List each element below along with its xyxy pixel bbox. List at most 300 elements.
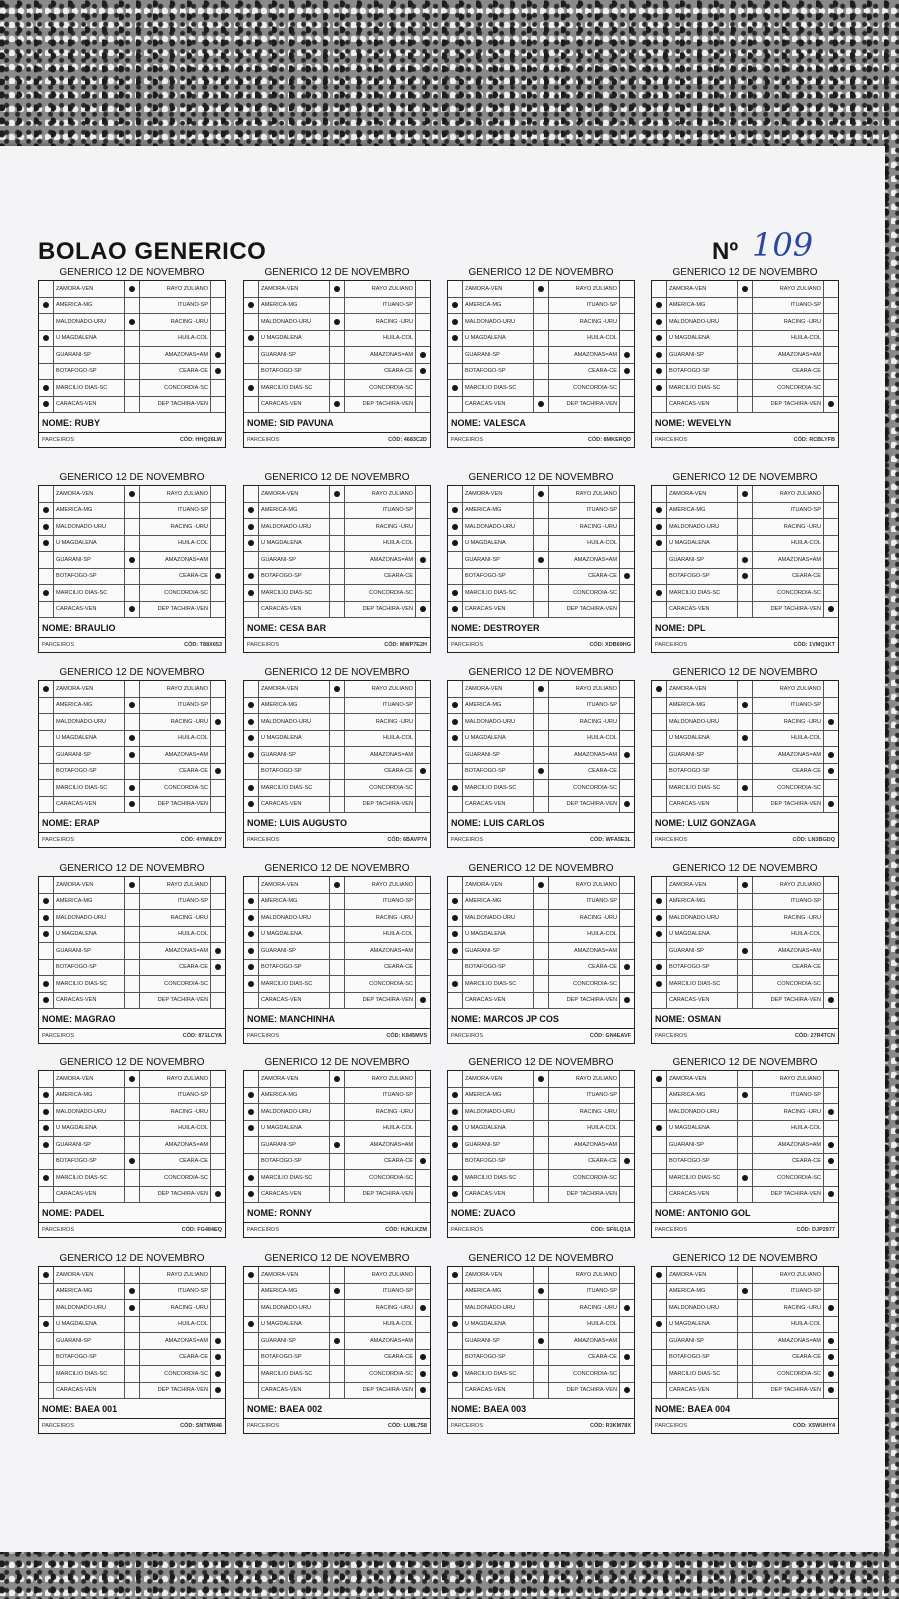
away-mark-box[interactable] <box>211 281 225 297</box>
draw-mark-box[interactable] <box>738 797 753 813</box>
away-mark-box[interactable] <box>824 877 838 893</box>
home-mark-box[interactable] <box>652 731 667 747</box>
home-mark-box[interactable] <box>39 1104 54 1120</box>
draw-mark-box[interactable] <box>738 380 753 396</box>
away-mark-box[interactable] <box>211 976 225 992</box>
away-mark-box[interactable] <box>211 347 225 363</box>
away-mark-box[interactable] <box>824 780 838 796</box>
draw-mark-box[interactable] <box>738 927 753 943</box>
draw-mark-box[interactable] <box>125 1104 140 1120</box>
draw-mark-box[interactable] <box>125 281 140 297</box>
away-mark-box[interactable] <box>620 364 634 380</box>
draw-mark-box[interactable] <box>330 347 345 363</box>
draw-mark-box[interactable] <box>534 714 549 730</box>
home-mark-box[interactable] <box>244 1366 259 1382</box>
away-mark-box[interactable] <box>416 731 430 747</box>
home-mark-box[interactable] <box>244 927 259 943</box>
draw-mark-box[interactable] <box>330 602 345 618</box>
draw-mark-box[interactable] <box>738 1284 753 1300</box>
away-mark-box[interactable] <box>211 397 225 413</box>
away-mark-box[interactable] <box>824 281 838 297</box>
draw-mark-box[interactable] <box>125 364 140 380</box>
draw-mark-box[interactable] <box>330 1137 345 1153</box>
away-mark-box[interactable] <box>416 780 430 796</box>
away-mark-box[interactable] <box>416 927 430 943</box>
home-mark-box[interactable] <box>448 1284 463 1300</box>
away-mark-box[interactable] <box>211 960 225 976</box>
home-mark-box[interactable] <box>652 993 667 1009</box>
away-mark-box[interactable] <box>620 397 634 413</box>
draw-mark-box[interactable] <box>534 1170 549 1186</box>
home-mark-box[interactable] <box>448 585 463 601</box>
away-mark-box[interactable] <box>824 1300 838 1316</box>
draw-mark-box[interactable] <box>534 486 549 502</box>
away-mark-box[interactable] <box>416 298 430 314</box>
draw-mark-box[interactable] <box>738 1333 753 1349</box>
draw-mark-box[interactable] <box>330 298 345 314</box>
away-mark-box[interactable] <box>620 602 634 618</box>
home-mark-box[interactable] <box>448 1333 463 1349</box>
home-mark-box[interactable] <box>39 714 54 730</box>
home-mark-box[interactable] <box>448 714 463 730</box>
away-mark-box[interactable] <box>211 1121 225 1137</box>
home-mark-box[interactable] <box>39 910 54 926</box>
home-mark-box[interactable] <box>448 780 463 796</box>
away-mark-box[interactable] <box>211 536 225 552</box>
draw-mark-box[interactable] <box>125 503 140 519</box>
home-mark-box[interactable] <box>448 397 463 413</box>
draw-mark-box[interactable] <box>125 569 140 585</box>
draw-mark-box[interactable] <box>125 347 140 363</box>
draw-mark-box[interactable] <box>330 797 345 813</box>
draw-mark-box[interactable] <box>330 569 345 585</box>
draw-mark-box[interactable] <box>738 1383 753 1399</box>
away-mark-box[interactable] <box>620 503 634 519</box>
home-mark-box[interactable] <box>39 698 54 714</box>
away-mark-box[interactable] <box>620 993 634 1009</box>
draw-mark-box[interactable] <box>330 1088 345 1104</box>
home-mark-box[interactable] <box>448 1137 463 1153</box>
home-mark-box[interactable] <box>448 347 463 363</box>
draw-mark-box[interactable] <box>125 1154 140 1170</box>
away-mark-box[interactable] <box>824 681 838 697</box>
draw-mark-box[interactable] <box>738 747 753 763</box>
draw-mark-box[interactable] <box>125 960 140 976</box>
home-mark-box[interactable] <box>652 314 667 330</box>
home-mark-box[interactable] <box>652 976 667 992</box>
home-mark-box[interactable] <box>39 314 54 330</box>
home-mark-box[interactable] <box>39 1366 54 1382</box>
draw-mark-box[interactable] <box>534 1300 549 1316</box>
away-mark-box[interactable] <box>620 714 634 730</box>
home-mark-box[interactable] <box>448 681 463 697</box>
draw-mark-box[interactable] <box>534 1333 549 1349</box>
home-mark-box[interactable] <box>448 976 463 992</box>
draw-mark-box[interactable] <box>330 364 345 380</box>
draw-mark-box[interactable] <box>125 602 140 618</box>
home-mark-box[interactable] <box>448 364 463 380</box>
home-mark-box[interactable] <box>652 1071 667 1087</box>
draw-mark-box[interactable] <box>738 536 753 552</box>
away-mark-box[interactable] <box>416 585 430 601</box>
away-mark-box[interactable] <box>620 1154 634 1170</box>
home-mark-box[interactable] <box>39 1350 54 1366</box>
away-mark-box[interactable] <box>416 797 430 813</box>
away-mark-box[interactable] <box>211 1071 225 1087</box>
home-mark-box[interactable] <box>448 1121 463 1137</box>
home-mark-box[interactable] <box>448 1366 463 1382</box>
draw-mark-box[interactable] <box>534 347 549 363</box>
home-mark-box[interactable] <box>652 331 667 347</box>
home-mark-box[interactable] <box>244 698 259 714</box>
away-mark-box[interactable] <box>824 1284 838 1300</box>
draw-mark-box[interactable] <box>738 602 753 618</box>
away-mark-box[interactable] <box>416 314 430 330</box>
home-mark-box[interactable] <box>39 976 54 992</box>
away-mark-box[interactable] <box>620 1104 634 1120</box>
home-mark-box[interactable] <box>244 714 259 730</box>
home-mark-box[interactable] <box>39 747 54 763</box>
draw-mark-box[interactable] <box>330 894 345 910</box>
away-mark-box[interactable] <box>211 877 225 893</box>
draw-mark-box[interactable] <box>125 877 140 893</box>
home-mark-box[interactable] <box>244 364 259 380</box>
home-mark-box[interactable] <box>39 1284 54 1300</box>
away-mark-box[interactable] <box>824 927 838 943</box>
home-mark-box[interactable] <box>39 1154 54 1170</box>
home-mark-box[interactable] <box>39 281 54 297</box>
draw-mark-box[interactable] <box>125 1137 140 1153</box>
draw-mark-box[interactable] <box>534 894 549 910</box>
draw-mark-box[interactable] <box>534 976 549 992</box>
away-mark-box[interactable] <box>211 552 225 568</box>
home-mark-box[interactable] <box>448 797 463 813</box>
draw-mark-box[interactable] <box>330 1071 345 1087</box>
away-mark-box[interactable] <box>416 1154 430 1170</box>
home-mark-box[interactable] <box>39 602 54 618</box>
home-mark-box[interactable] <box>652 397 667 413</box>
draw-mark-box[interactable] <box>125 747 140 763</box>
draw-mark-box[interactable] <box>330 1104 345 1120</box>
home-mark-box[interactable] <box>244 1071 259 1087</box>
draw-mark-box[interactable] <box>330 1187 345 1203</box>
home-mark-box[interactable] <box>39 347 54 363</box>
home-mark-box[interactable] <box>39 797 54 813</box>
away-mark-box[interactable] <box>620 731 634 747</box>
away-mark-box[interactable] <box>824 698 838 714</box>
draw-mark-box[interactable] <box>534 1317 549 1333</box>
away-mark-box[interactable] <box>211 780 225 796</box>
home-mark-box[interactable] <box>39 486 54 502</box>
draw-mark-box[interactable] <box>125 764 140 780</box>
draw-mark-box[interactable] <box>738 314 753 330</box>
away-mark-box[interactable] <box>824 331 838 347</box>
away-mark-box[interactable] <box>211 331 225 347</box>
draw-mark-box[interactable] <box>738 910 753 926</box>
draw-mark-box[interactable] <box>125 1350 140 1366</box>
away-mark-box[interactable] <box>211 519 225 535</box>
home-mark-box[interactable] <box>448 1300 463 1316</box>
home-mark-box[interactable] <box>244 1350 259 1366</box>
home-mark-box[interactable] <box>652 552 667 568</box>
away-mark-box[interactable] <box>620 1121 634 1137</box>
draw-mark-box[interactable] <box>125 1121 140 1137</box>
home-mark-box[interactable] <box>652 1088 667 1104</box>
home-mark-box[interactable] <box>39 1317 54 1333</box>
draw-mark-box[interactable] <box>738 1187 753 1203</box>
away-mark-box[interactable] <box>416 747 430 763</box>
away-mark-box[interactable] <box>824 1366 838 1382</box>
home-mark-box[interactable] <box>244 602 259 618</box>
away-mark-box[interactable] <box>211 569 225 585</box>
draw-mark-box[interactable] <box>125 1333 140 1349</box>
home-mark-box[interactable] <box>652 1284 667 1300</box>
away-mark-box[interactable] <box>211 927 225 943</box>
draw-mark-box[interactable] <box>738 331 753 347</box>
home-mark-box[interactable] <box>244 536 259 552</box>
home-mark-box[interactable] <box>652 764 667 780</box>
away-mark-box[interactable] <box>824 1333 838 1349</box>
draw-mark-box[interactable] <box>330 1317 345 1333</box>
away-mark-box[interactable] <box>824 314 838 330</box>
draw-mark-box[interactable] <box>534 1104 549 1120</box>
away-mark-box[interactable] <box>211 698 225 714</box>
away-mark-box[interactable] <box>824 1137 838 1153</box>
home-mark-box[interactable] <box>39 1071 54 1087</box>
draw-mark-box[interactable] <box>125 993 140 1009</box>
away-mark-box[interactable] <box>824 552 838 568</box>
away-mark-box[interactable] <box>211 764 225 780</box>
draw-mark-box[interactable] <box>738 976 753 992</box>
home-mark-box[interactable] <box>448 298 463 314</box>
home-mark-box[interactable] <box>652 797 667 813</box>
draw-mark-box[interactable] <box>534 960 549 976</box>
away-mark-box[interactable] <box>824 1170 838 1186</box>
away-mark-box[interactable] <box>211 714 225 730</box>
away-mark-box[interactable] <box>211 1366 225 1382</box>
away-mark-box[interactable] <box>824 1154 838 1170</box>
away-mark-box[interactable] <box>620 585 634 601</box>
away-mark-box[interactable] <box>211 1284 225 1300</box>
draw-mark-box[interactable] <box>738 552 753 568</box>
home-mark-box[interactable] <box>39 519 54 535</box>
away-mark-box[interactable] <box>620 1170 634 1186</box>
draw-mark-box[interactable] <box>330 1267 345 1283</box>
draw-mark-box[interactable] <box>738 1104 753 1120</box>
draw-mark-box[interactable] <box>125 1267 140 1283</box>
draw-mark-box[interactable] <box>738 764 753 780</box>
home-mark-box[interactable] <box>448 1383 463 1399</box>
draw-mark-box[interactable] <box>738 1350 753 1366</box>
draw-mark-box[interactable] <box>738 943 753 959</box>
draw-mark-box[interactable] <box>330 1154 345 1170</box>
draw-mark-box[interactable] <box>534 780 549 796</box>
draw-mark-box[interactable] <box>330 314 345 330</box>
away-mark-box[interactable] <box>620 552 634 568</box>
draw-mark-box[interactable] <box>738 519 753 535</box>
away-mark-box[interactable] <box>620 1137 634 1153</box>
away-mark-box[interactable] <box>211 486 225 502</box>
away-mark-box[interactable] <box>620 331 634 347</box>
home-mark-box[interactable] <box>448 993 463 1009</box>
away-mark-box[interactable] <box>211 364 225 380</box>
away-mark-box[interactable] <box>824 364 838 380</box>
home-mark-box[interactable] <box>244 486 259 502</box>
away-mark-box[interactable] <box>416 1104 430 1120</box>
draw-mark-box[interactable] <box>330 397 345 413</box>
away-mark-box[interactable] <box>824 797 838 813</box>
away-mark-box[interactable] <box>620 943 634 959</box>
draw-mark-box[interactable] <box>534 731 549 747</box>
home-mark-box[interactable] <box>448 314 463 330</box>
away-mark-box[interactable] <box>620 976 634 992</box>
draw-mark-box[interactable] <box>330 960 345 976</box>
home-mark-box[interactable] <box>652 569 667 585</box>
away-mark-box[interactable] <box>416 714 430 730</box>
away-mark-box[interactable] <box>211 1088 225 1104</box>
away-mark-box[interactable] <box>211 1317 225 1333</box>
home-mark-box[interactable] <box>39 681 54 697</box>
away-mark-box[interactable] <box>211 910 225 926</box>
draw-mark-box[interactable] <box>125 731 140 747</box>
away-mark-box[interactable] <box>416 519 430 535</box>
home-mark-box[interactable] <box>244 380 259 396</box>
home-mark-box[interactable] <box>244 1121 259 1137</box>
home-mark-box[interactable] <box>448 503 463 519</box>
home-mark-box[interactable] <box>652 1170 667 1186</box>
away-mark-box[interactable] <box>416 380 430 396</box>
away-mark-box[interactable] <box>620 536 634 552</box>
away-mark-box[interactable] <box>416 1333 430 1349</box>
home-mark-box[interactable] <box>39 364 54 380</box>
home-mark-box[interactable] <box>652 681 667 697</box>
home-mark-box[interactable] <box>244 1284 259 1300</box>
home-mark-box[interactable] <box>448 731 463 747</box>
draw-mark-box[interactable] <box>738 569 753 585</box>
away-mark-box[interactable] <box>824 585 838 601</box>
away-mark-box[interactable] <box>416 503 430 519</box>
home-mark-box[interactable] <box>244 1187 259 1203</box>
home-mark-box[interactable] <box>448 698 463 714</box>
away-mark-box[interactable] <box>824 1317 838 1333</box>
home-mark-box[interactable] <box>448 486 463 502</box>
away-mark-box[interactable] <box>416 331 430 347</box>
home-mark-box[interactable] <box>39 1300 54 1316</box>
away-mark-box[interactable] <box>620 1333 634 1349</box>
draw-mark-box[interactable] <box>330 380 345 396</box>
away-mark-box[interactable] <box>620 569 634 585</box>
home-mark-box[interactable] <box>244 585 259 601</box>
away-mark-box[interactable] <box>824 747 838 763</box>
home-mark-box[interactable] <box>652 1383 667 1399</box>
home-mark-box[interactable] <box>652 747 667 763</box>
home-mark-box[interactable] <box>448 943 463 959</box>
home-mark-box[interactable] <box>448 747 463 763</box>
draw-mark-box[interactable] <box>534 1187 549 1203</box>
draw-mark-box[interactable] <box>125 1366 140 1382</box>
home-mark-box[interactable] <box>244 993 259 1009</box>
away-mark-box[interactable] <box>620 1088 634 1104</box>
away-mark-box[interactable] <box>620 877 634 893</box>
away-mark-box[interactable] <box>416 536 430 552</box>
draw-mark-box[interactable] <box>125 1300 140 1316</box>
draw-mark-box[interactable] <box>125 1317 140 1333</box>
away-mark-box[interactable] <box>620 347 634 363</box>
draw-mark-box[interactable] <box>738 993 753 1009</box>
home-mark-box[interactable] <box>652 1104 667 1120</box>
away-mark-box[interactable] <box>620 519 634 535</box>
draw-mark-box[interactable] <box>534 910 549 926</box>
home-mark-box[interactable] <box>448 331 463 347</box>
home-mark-box[interactable] <box>652 1317 667 1333</box>
away-mark-box[interactable] <box>824 910 838 926</box>
home-mark-box[interactable] <box>244 1383 259 1399</box>
draw-mark-box[interactable] <box>125 780 140 796</box>
draw-mark-box[interactable] <box>330 681 345 697</box>
home-mark-box[interactable] <box>244 331 259 347</box>
away-mark-box[interactable] <box>620 380 634 396</box>
draw-mark-box[interactable] <box>534 281 549 297</box>
draw-mark-box[interactable] <box>330 1121 345 1137</box>
away-mark-box[interactable] <box>416 976 430 992</box>
home-mark-box[interactable] <box>448 536 463 552</box>
away-mark-box[interactable] <box>824 993 838 1009</box>
draw-mark-box[interactable] <box>534 1071 549 1087</box>
away-mark-box[interactable] <box>211 797 225 813</box>
away-mark-box[interactable] <box>824 298 838 314</box>
draw-mark-box[interactable] <box>534 503 549 519</box>
home-mark-box[interactable] <box>39 380 54 396</box>
away-mark-box[interactable] <box>824 1350 838 1366</box>
away-mark-box[interactable] <box>416 698 430 714</box>
away-mark-box[interactable] <box>824 960 838 976</box>
away-mark-box[interactable] <box>824 380 838 396</box>
away-mark-box[interactable] <box>824 569 838 585</box>
draw-mark-box[interactable] <box>330 331 345 347</box>
draw-mark-box[interactable] <box>330 927 345 943</box>
home-mark-box[interactable] <box>448 927 463 943</box>
draw-mark-box[interactable] <box>330 519 345 535</box>
away-mark-box[interactable] <box>211 681 225 697</box>
draw-mark-box[interactable] <box>125 1071 140 1087</box>
away-mark-box[interactable] <box>416 1088 430 1104</box>
away-mark-box[interactable] <box>824 602 838 618</box>
home-mark-box[interactable] <box>448 1350 463 1366</box>
home-mark-box[interactable] <box>652 281 667 297</box>
home-mark-box[interactable] <box>652 585 667 601</box>
draw-mark-box[interactable] <box>330 585 345 601</box>
away-mark-box[interactable] <box>824 1088 838 1104</box>
home-mark-box[interactable] <box>652 1154 667 1170</box>
home-mark-box[interactable] <box>448 552 463 568</box>
away-mark-box[interactable] <box>824 976 838 992</box>
away-mark-box[interactable] <box>211 314 225 330</box>
draw-mark-box[interactable] <box>125 536 140 552</box>
home-mark-box[interactable] <box>244 877 259 893</box>
draw-mark-box[interactable] <box>125 681 140 697</box>
draw-mark-box[interactable] <box>738 960 753 976</box>
draw-mark-box[interactable] <box>738 486 753 502</box>
draw-mark-box[interactable] <box>534 519 549 535</box>
home-mark-box[interactable] <box>39 960 54 976</box>
away-mark-box[interactable] <box>620 298 634 314</box>
draw-mark-box[interactable] <box>330 714 345 730</box>
home-mark-box[interactable] <box>448 519 463 535</box>
draw-mark-box[interactable] <box>534 552 549 568</box>
away-mark-box[interactable] <box>824 397 838 413</box>
home-mark-box[interactable] <box>448 764 463 780</box>
home-mark-box[interactable] <box>652 486 667 502</box>
